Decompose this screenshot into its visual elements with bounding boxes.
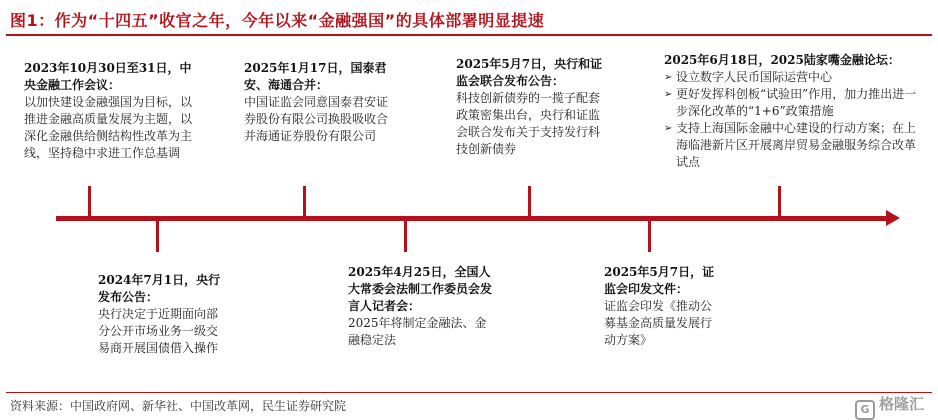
- event-head: 2025年1月17日，国泰君安、海通合并：: [244, 61, 387, 92]
- event-head: 2025年6月18日，2025陆家嘴金融论坛：: [664, 53, 900, 67]
- event-bullet: ➢ 支持上海国际金融中心建设的行动方案；在上海临港新片区开展离岸贸易金融服务综合改革试点: [664, 120, 920, 171]
- event-body: 科技创新债券的一揽子配套政策密集出台，央行和证监会联合发布关于支持发行科技创新债券: [456, 91, 601, 156]
- event-tech-innovation-bonds: [456, 56, 610, 158]
- event-body: 央行决定于近期面向部分公开市场业务一级交易商开展国债借入操作: [98, 307, 219, 355]
- event-lujiazui-forum: [664, 52, 920, 171]
- event-head: 2023年10月30日至31日，中央金融工作会议：: [24, 61, 192, 92]
- event-npc-press-conference: [348, 264, 496, 349]
- tick-2023-10: [88, 186, 91, 218]
- watermark-logo-icon: G: [855, 400, 875, 420]
- event-body: 以加快建设金融强国为目标，以推进金融高质量发展为主题，以深化金融供给侧结构性改革为主线，坚持稳中求进工作总基调: [24, 95, 193, 160]
- event-bullet: ➢ 更好发挥科创板“试验田”作用，加力推出进一步深化改革的“1+6”政策措施: [664, 86, 920, 120]
- footer-rule: [6, 392, 932, 393]
- event-csrc-fund-plan: [604, 264, 722, 349]
- event-gtja-haitong-merger: [244, 60, 392, 145]
- watermark: [855, 393, 924, 420]
- event-pboc-bond-borrowing: [98, 272, 228, 357]
- tick-2025-04: [404, 220, 407, 252]
- tick-2024-07: [156, 220, 159, 252]
- tick-2025-01: [303, 186, 306, 218]
- title-rule: [6, 34, 932, 36]
- event-central-finance-conference: [24, 60, 192, 162]
- event-head: 2025年5月7日，证监会印发文件：: [604, 265, 715, 296]
- tick-2025-05a: [528, 186, 531, 218]
- watermark-text: 格隆汇: [878, 395, 924, 413]
- event-head: 2024年7月1日，央行发布公告：: [98, 273, 221, 304]
- event-bullet-list: [664, 69, 920, 171]
- figure-title: 图1：作为“十四五”收官之年，今年以来“金融强国”的具体部署明显提速: [10, 11, 545, 30]
- event-body: 中国证监会同意国泰君安证券股份有限公司换股吸收合并海通证券股份有限公司: [244, 95, 389, 143]
- event-head: 2025年5月7日，央行和证监会联合发布公告：: [456, 57, 603, 88]
- timeline-arrowhead: [886, 210, 900, 226]
- source-note: 资料来源：中国政府网、新华社、中国改革网，民生证券研究院: [10, 399, 347, 413]
- timeline-axis: [56, 216, 888, 221]
- event-body: 证监会印发《推动公募基金高质量发展行动方案》: [604, 299, 713, 347]
- tick-2025-06: [778, 186, 781, 218]
- tick-2025-05b: [648, 220, 651, 252]
- event-head: 2025年4月25日，全国人大常委会法制工作委员会发言人记者会：: [348, 265, 493, 313]
- event-body: 2025年将制定金融法、金融稳定法: [348, 316, 487, 347]
- event-bullet: ➢ 设立数字人民币国际运营中心: [664, 69, 920, 86]
